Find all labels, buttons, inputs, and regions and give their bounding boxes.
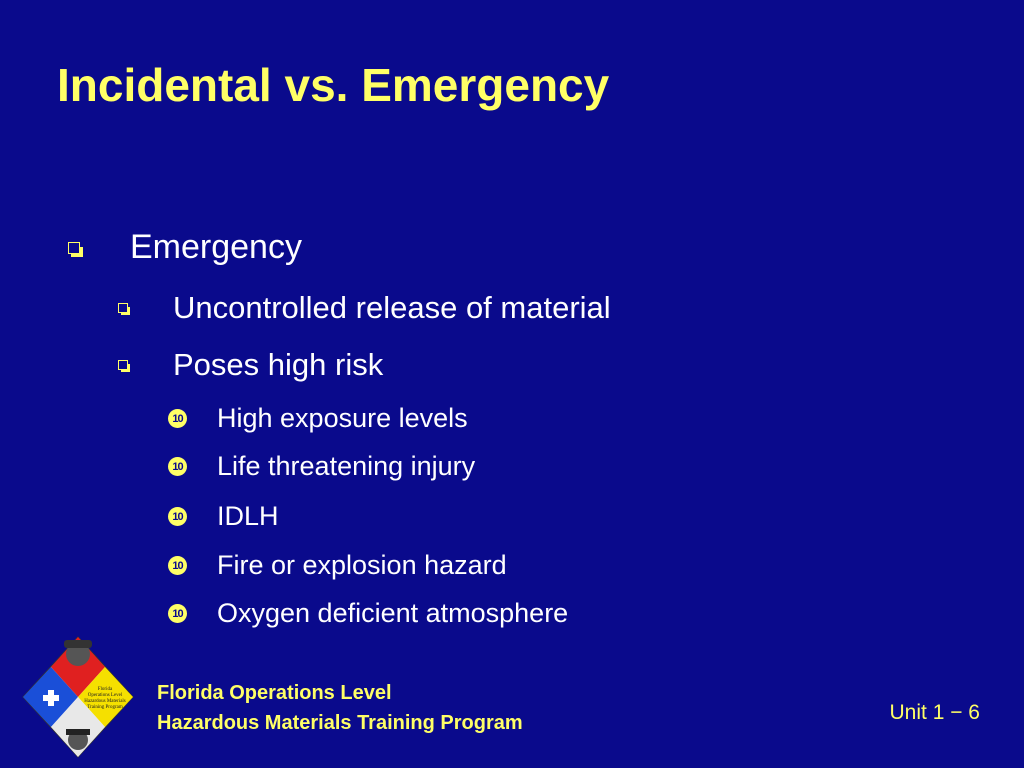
bullet-text: Uncontrolled release of material (173, 290, 611, 325)
hazmat-diamond-logo (18, 632, 138, 762)
slide-title: Incidental vs. Emergency (57, 59, 610, 111)
bullet-text: Poses high risk (173, 347, 384, 382)
svg-text:Florida: Florida (97, 687, 113, 692)
bullet-text: IDLH (217, 501, 279, 531)
bullet-emergency (68, 228, 302, 267)
square-bullet-icon (118, 360, 128, 370)
numbered-bullet-icon: 10 (168, 604, 187, 623)
bullet-poses-high-risk (118, 347, 383, 383)
footer-line-2: Hazardous Materials Training Program (157, 712, 523, 734)
bullet-uncontrolled-release (118, 290, 611, 326)
square-bullet-icon (68, 242, 80, 254)
bullet-high-exposure (168, 403, 468, 434)
bullet-text: Life threatening injury (217, 451, 476, 481)
bullet-fire-explosion (168, 550, 507, 581)
bullet-idlh (168, 501, 279, 532)
bullet-text: Emergency (130, 228, 302, 266)
bullet-text: High exposure levels (217, 403, 468, 433)
svg-text:Hazardous Materials: Hazardous Materials (84, 699, 126, 704)
unit-page-number: Unit 1 − 6 (889, 701, 980, 724)
numbered-bullet-icon: 10 (168, 409, 187, 428)
footer-program-name (157, 678, 523, 738)
bullet-life-threatening (168, 451, 475, 482)
footer-line-1: Florida Operations Level (157, 682, 392, 704)
numbered-bullet-icon: 10 (168, 457, 187, 476)
numbered-bullet-icon: 10 (168, 507, 187, 526)
bullet-text: Fire or explosion hazard (217, 550, 507, 580)
svg-text:Operations Level: Operations Level (87, 693, 123, 698)
bullet-oxygen-deficient (168, 598, 568, 629)
svg-text:Training Program: Training Program (87, 705, 123, 710)
square-bullet-icon (118, 303, 128, 313)
bullet-text: Oxygen deficient atmosphere (217, 598, 569, 628)
numbered-bullet-icon: 10 (168, 556, 187, 575)
